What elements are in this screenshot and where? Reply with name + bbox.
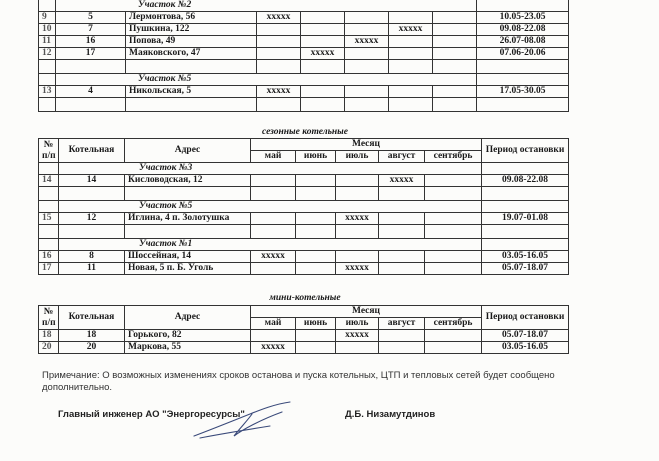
month-cell [345,24,389,36]
col-may: май [251,151,296,163]
month-cell [389,36,433,48]
col-period: Период остановки [482,306,569,330]
month-cell [345,48,389,60]
spacer-row [39,60,569,74]
month-cell [389,12,433,24]
section-row [39,74,569,86]
schedule-table-mini [38,305,569,354]
col-june: июнь [296,151,336,163]
month-cell [433,12,477,24]
row-index: 14 [39,175,59,187]
boiler-number: 17 [56,48,126,60]
boiler-number: 20 [59,342,125,354]
row-index: 12 [39,48,56,60]
month-cell [433,86,477,98]
table-row [39,86,569,98]
col-september: сентябрь [425,318,482,330]
stop-period: 26.07-08.08 [477,36,569,48]
section-label: Участок №2 [56,0,477,12]
caption-mini: мини-котельные [269,293,341,303]
col-may: май [251,318,296,330]
section-label: Участок №1 [59,239,482,251]
section-label: Участок №3 [59,163,482,175]
month-cell [257,48,301,60]
month-cell [433,24,477,36]
col-address: Адрес [125,306,251,330]
boiler-number: 7 [56,24,126,36]
caption-seasonal: сезонные котельные [262,127,348,137]
handwritten-signature [190,400,300,442]
month-cell: xxxxx [336,213,379,225]
month-cell [379,330,425,342]
col-month: Месяц [251,139,482,151]
month-cell [425,330,482,342]
month-cell [257,24,301,36]
section-label: Участок №5 [59,201,482,213]
month-cell [296,213,336,225]
boiler-number: 16 [56,36,126,48]
month-cell [251,330,296,342]
stop-period: 19.07-01.08 [482,213,569,225]
header-row [39,139,569,151]
col-july: июль [336,318,379,330]
boiler-number: 8 [59,251,125,263]
section-row [39,163,569,175]
boiler-number: 4 [56,86,126,98]
month-cell [296,342,336,354]
row-index: 16 [39,251,59,263]
section-row [39,0,569,12]
month-cell [251,263,296,275]
table-row [39,36,569,48]
month-cell [336,175,379,187]
address: Новая, 5 п. Б. Уголь [125,263,251,275]
table-row [39,48,569,60]
month-cell: xxxxx [336,263,379,275]
table-row [39,12,569,24]
month-cell: xxxxx [336,330,379,342]
stop-period: 09.08-22.08 [482,175,569,187]
col-boiler: Котельная [59,306,125,330]
month-cell [425,251,482,263]
row-index: 20 [39,342,59,354]
boiler-number: 14 [59,175,125,187]
month-cell [301,24,345,36]
col-boiler: Котельная [59,139,125,163]
address: Пушкина, 122 [126,24,257,36]
col-august: август [379,151,425,163]
address: Никольская, 5 [126,86,257,98]
stop-period: 10.05-23.05 [477,12,569,24]
month-cell [389,48,433,60]
stop-period: 03.05-16.05 [482,342,569,354]
address: Попова, 49 [126,36,257,48]
month-cell: xxxxx [257,86,301,98]
month-cell [296,263,336,275]
row-index: 17 [39,263,59,275]
month-cell [379,342,425,354]
table-row [39,213,569,225]
month-cell [301,86,345,98]
spacer-row [39,187,569,201]
table-row [39,342,569,354]
boiler-number: 5 [56,12,126,24]
month-cell [251,175,296,187]
address: Маркова, 55 [125,342,251,354]
address: Кисловодская, 12 [125,175,251,187]
month-cell [296,251,336,263]
row-index: 15 [39,213,59,225]
month-cell: xxxxx [257,12,301,24]
month-cell [379,213,425,225]
month-cell [425,175,482,187]
col-september: сентябрь [425,151,482,163]
month-cell [257,36,301,48]
month-cell [425,342,482,354]
month-cell: xxxxx [301,48,345,60]
spacer-row [39,225,569,239]
col-period: Период остановки [482,139,569,163]
table-row [39,175,569,187]
month-cell [379,263,425,275]
schedule-table-main [38,0,569,112]
footnote: Примечание: О возможных изменениях сроков останова и пуска котельных, ЦТП и тепловых сетей будет сообщено дополнительно. [42,370,555,393]
month-cell [433,48,477,60]
signatory-name: Д.Б. Низамутдинов [345,409,436,420]
section-row [39,201,569,213]
address: Шоссейная, 14 [125,251,251,263]
header-row [39,306,569,318]
signatory-position: Главный инженер АО "Энергоресурсы" [58,409,245,420]
table-row [39,251,569,263]
month-cell [389,86,433,98]
month-cell: xxxxx [345,36,389,48]
row-index: 18 [39,330,59,342]
col-no: № п/п [39,139,59,163]
month-cell [336,342,379,354]
row-index: 11 [39,36,56,48]
month-cell [345,12,389,24]
table-row [39,263,569,275]
stop-period: 09.08-22.08 [477,24,569,36]
stop-period: 05.07-18.07 [482,330,569,342]
month-cell [425,263,482,275]
month-cell [251,213,296,225]
col-month: Месяц [251,306,482,318]
schedule-table-seasonal [38,138,569,275]
row-index: 9 [39,12,56,24]
month-cell [296,175,336,187]
stop-period: 05.07-18.07 [482,263,569,275]
col-june: июнь [296,318,336,330]
table-row [39,24,569,36]
month-cell [296,330,336,342]
stop-period: 03.05-16.05 [482,251,569,263]
section-row [39,239,569,251]
col-no: № п/п [39,306,59,330]
col-august: август [379,318,425,330]
address: Лермонтова, 56 [126,12,257,24]
month-cell [301,12,345,24]
row-index: 13 [39,86,56,98]
boiler-number: 11 [59,263,125,275]
stop-period: 07.06-20.06 [477,48,569,60]
address: Маяковского, 47 [126,48,257,60]
month-cell [301,36,345,48]
col-address: Адрес [125,139,251,163]
month-cell [379,251,425,263]
address: Иглина, 4 п. Золотушка [125,213,251,225]
month-cell [336,251,379,263]
spacer-row [39,98,569,112]
table-row [39,330,569,342]
boiler-number: 18 [59,330,125,342]
month-cell [345,86,389,98]
month-cell: xxxxx [379,175,425,187]
month-cell [433,36,477,48]
col-july: июль [336,151,379,163]
month-cell: xxxxx [251,342,296,354]
row-index: 10 [39,24,56,36]
month-cell: xxxxx [251,251,296,263]
stop-period: 17.05-30.05 [477,86,569,98]
address: Горького, 82 [125,330,251,342]
section-label: Участок №5 [56,74,477,86]
month-cell: xxxxx [389,24,433,36]
boiler-number: 12 [59,213,125,225]
month-cell [425,213,482,225]
